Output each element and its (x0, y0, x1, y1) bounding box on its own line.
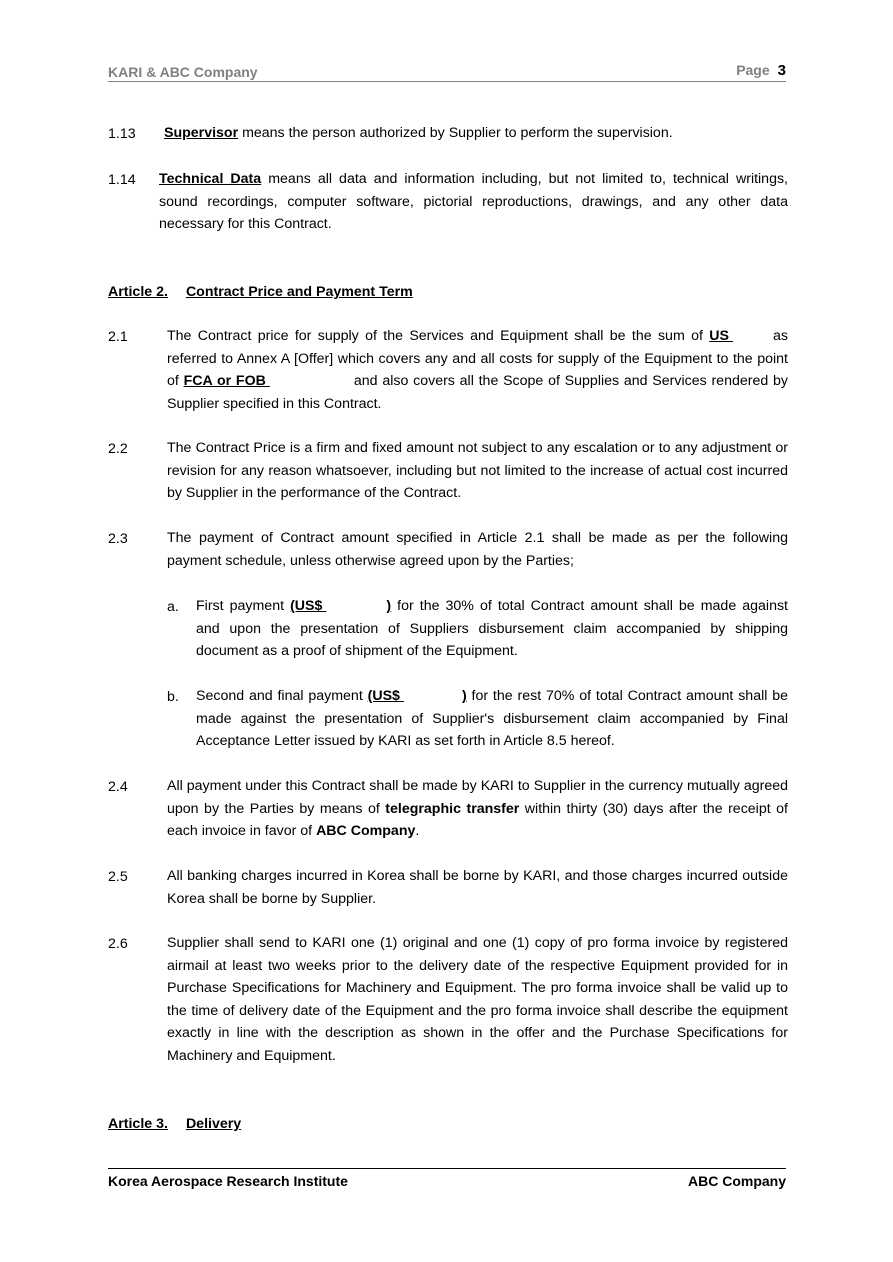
header-page (736, 62, 786, 79)
clause-number-1-13: 1.13 (108, 126, 136, 142)
clause-text: within thirty (30) days after the receipt of each invoice in favor of (167, 800, 788, 839)
definition-supervisor (164, 122, 788, 145)
definition-text: means all data and information including, but not limited to, technical writings, sound recordings, computer software, pictorial reproductions, drawings, and any other data necessary for this Contract. (159, 171, 789, 232)
clause-number-2-4: 2.4 (108, 779, 128, 795)
footer-left: Korea Aerospace Research Institute (108, 1173, 348, 1189)
clause-text: and also covers all the Scope of Supplies and Services rendered by Supplier specified in this Contract. (167, 373, 788, 412)
article-2-heading (108, 284, 413, 300)
clause-text: . (415, 823, 420, 839)
footer-right: ABC Company (687, 1173, 786, 1189)
payee-name: ABC Company (316, 823, 416, 839)
article-number: Article 2. (108, 284, 168, 300)
clause-text: All payment under this Contract shall be made by KARI to Supplier in the currency mutually agreed upon by the Parties by means of (167, 778, 788, 817)
clause-2-2-text: The Contract Price is a firm and fixed amount not subject to any escalation or to any adjustment or revision for any reason whatsoever, including but not limited to the increase of actual cost incurred by Supplier in the performance of the Contract. (167, 440, 788, 501)
page-label: Page (736, 62, 770, 78)
article-title: Delivery (185, 1116, 242, 1132)
clause-number-2-2: 2.2 (108, 441, 128, 457)
clause-text: The Contract price for supply of the Services and Equipment shall be the sum of (167, 328, 710, 344)
item-text: for the 30% of total Contract amount shall be made against and upon the presentation of Suppliers disbursement claim accompanied by shipping document as a proof of shipment of the Equipment. (196, 598, 788, 659)
payment-item-b (196, 685, 788, 753)
currency-us-blank: US (709, 328, 730, 344)
clause-2-1-text (167, 325, 788, 415)
clause-number-2-3: 2.3 (108, 531, 128, 547)
article-3-heading (108, 1116, 241, 1132)
header-title: KARI & ABC Company (108, 64, 258, 80)
final-payment-amount-blank: (US$ ) (367, 688, 467, 704)
definition-text: means the person authorized by Supplier to perform the supervision. (238, 125, 673, 141)
first-payment-amount-blank: (US$ ) (290, 598, 392, 614)
clause-number-1-14: 1.14 (108, 172, 136, 188)
list-label-b: b. (167, 689, 179, 705)
item-text: First payment (196, 598, 291, 614)
clause-2-5-text: All banking charges incurred in Korea shall be borne by KARI, and those charges incurred outside Korea shall be borne by Supplier. (167, 868, 788, 907)
clause-number-2-1: 2.1 (108, 329, 128, 345)
page-header (108, 64, 786, 82)
clause-2-3-text: The payment of Contract amount specified in Article 2.1 shall be made as per the following payment schedule, unless otherwise agreed upon by the Parties; (167, 530, 788, 569)
definition-term: Technical Data (159, 171, 262, 187)
clause-2-6-text: Supplier shall send to KARI one (1) original and one (1) copy of pro forma invoice by registered airmail at least two weeks prior to the delivery date of the respective Equipment provided for in Purchase Specifications for Machinery and Equipment. The pro forma invoice shall be valid up to the time of delivery date of the Equipment and the pro forma invoice shall describe the equipment exactly in line with the description as shown in the offer and the Purchase Specifications for Machinery and Equipment. (167, 935, 788, 1064)
clause-2-4-text (167, 775, 788, 843)
clause-number-2-6: 2.6 (108, 936, 128, 952)
delivery-term-blank: FCA or FOB (183, 373, 266, 389)
item-text: for the rest 70% of total Contract amount shall be made against the presentation of Supplier's disbursement claim accompanied by Final Acceptance Letter issued by KARI as set forth in Article 8.5 hereof. (196, 688, 789, 749)
page-number: 3 (777, 62, 786, 79)
list-label-a: a. (167, 599, 179, 615)
item-text: Second and final payment (196, 688, 368, 704)
payment-item-a (196, 595, 788, 663)
definition-technical-data (159, 168, 788, 236)
clause-number-2-5: 2.5 (108, 869, 128, 885)
definition-term: Supervisor (164, 125, 239, 141)
clause-text: as referred to Annex A [Offer] which covers any and all costs for supply of the Equipment to the point of (167, 328, 788, 389)
payment-method: telegraphic transfer (385, 800, 520, 817)
article-number: Article 3. (108, 1116, 168, 1132)
article-title: Contract Price and Payment Term (185, 284, 413, 300)
page-footer (108, 1168, 786, 1189)
